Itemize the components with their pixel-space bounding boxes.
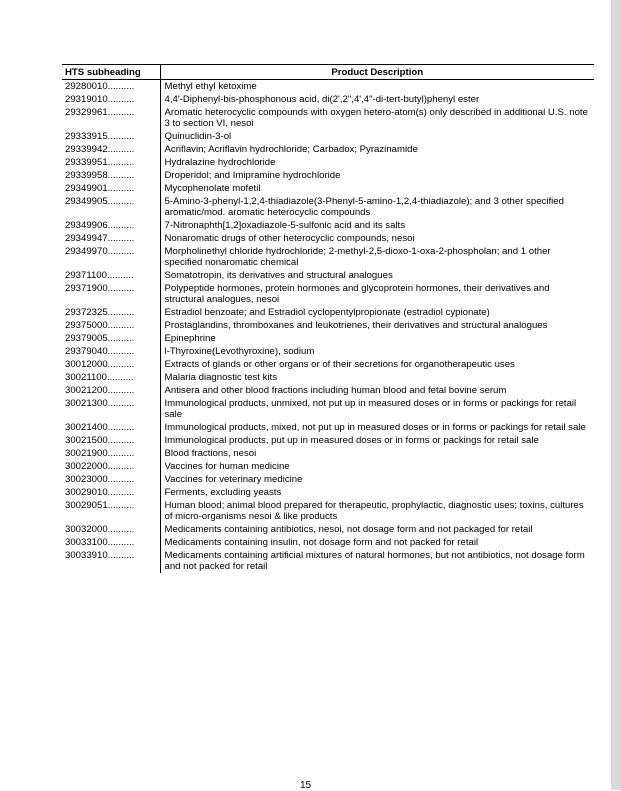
table-row [62, 143, 594, 156]
hts-code-cell: 30023000.......... [62, 473, 160, 486]
table-row [62, 421, 594, 434]
product-description-cell: 4,4'-Diphenyl-bis-phosphonous acid, di(2',2",4',4"-di-tert-butyl)phenyl ester [164, 94, 480, 105]
hts-code-cell: 29371900.......... [62, 282, 160, 306]
product-description-cell: Prostaglandins, thromboxanes and leukotrienes, their derivatives and structural analogues [164, 320, 548, 331]
page-number: 15 [299, 780, 312, 791]
table-row [62, 434, 594, 447]
product-description-cell: Medicaments containing antibiotics, nesoi, not dosage form and not packaged for retail [164, 524, 533, 535]
product-description-cell: Nonaromatic drugs of other heterocyclic compounds, nesoi [164, 233, 415, 244]
hts-code-cell: 29339951.......... [62, 156, 160, 169]
product-description-cell: 5-Amino-3-phenyl-1,2,4-thiadiazole(3-Phenyl-5-amino-1,2,4-thiadiazole); and 3 other specified aromatic/mod. aromatic heterocyclic compounds [164, 196, 564, 218]
table-row [62, 319, 594, 332]
hts-code-cell: 29339942.......... [62, 143, 160, 156]
table-row [62, 130, 594, 143]
hts-code-cell: 30033910.......... [62, 549, 160, 573]
product-description-cell: Acriflavin; Acriflavin hydrochloride; Carbadox; Pyrazinamide [164, 144, 418, 155]
product-description-cell: Ferments, excluding yeasts [164, 487, 282, 498]
hts-table [62, 64, 594, 573]
product-description-cell: Medicaments containing insulin, not dosage form and not packed for retail [164, 537, 479, 548]
table-row [62, 384, 594, 397]
hts-code-cell: 29372325.......... [62, 306, 160, 319]
hts-code-cell: 29329961.......... [62, 106, 160, 130]
table-row [62, 549, 594, 573]
header-product-description: Product Description [160, 65, 594, 80]
product-description-cell: Vaccines for human medicine [164, 461, 290, 472]
hts-code-cell: 30012000.......... [62, 358, 160, 371]
hts-code-cell: 30029010.......... [62, 486, 160, 499]
hts-code-cell: 29333915.......... [62, 130, 160, 143]
hts-code-cell: 29319010.......... [62, 93, 160, 106]
hts-code-cell: 30029051.......... [62, 499, 160, 523]
product-description-cell: 7-Nitronaphth[1,2]oxadiazole-5-sulfonic acid and its salts [164, 220, 406, 231]
table-row [62, 460, 594, 473]
product-description-cell: Vaccines for veterinary medicine [164, 474, 303, 485]
table-row [62, 447, 594, 460]
product-description-cell: Medicaments containing artificial mixtures of natural hormones, but not antibiotics, not dosage form and not packed for retail [164, 550, 585, 572]
table-row [62, 182, 594, 195]
hts-code-cell: 29349905.......... [62, 195, 160, 219]
hts-code-cell: 30033100.......... [62, 536, 160, 549]
table-row [62, 245, 594, 269]
product-description-cell: l-Thyroxine(Levothyroxine), sodium [164, 346, 315, 357]
product-description-cell: Immunological products, put up in measured doses or in forms or packings for retail sale [164, 435, 539, 446]
table-row [62, 195, 594, 219]
product-description-cell: Droperidol; and Imipramine hydrochloride [164, 170, 341, 181]
table-row [62, 332, 594, 345]
table-row [62, 80, 594, 94]
table-row [62, 499, 594, 523]
product-description-cell: Polypeptide hormones, protein hormones and glycoprotein hormones, their derivatives and structural analogues, nesoi [164, 283, 550, 305]
table-row [62, 106, 594, 130]
hts-code-cell: 29371100.......... [62, 269, 160, 282]
hts-code-cell: 29349906.......... [62, 219, 160, 232]
table-row [62, 156, 594, 169]
table-row [62, 473, 594, 486]
table-row [62, 232, 594, 245]
header-hts-subheading: HTS subheading [62, 65, 160, 80]
table-row [62, 536, 594, 549]
hts-code-cell: 30021500.......... [62, 434, 160, 447]
product-description-cell: Malaria diagnostic test kits [164, 372, 278, 383]
table-row [62, 486, 594, 499]
hts-code-cell: 30021100.......... [62, 371, 160, 384]
hts-code-cell: 29349947.......... [62, 232, 160, 245]
product-description-cell: Immunological products, unmixed, not put up in measured doses or in forms or packings for retail sale [164, 398, 577, 420]
hts-code-cell: 29349970.......... [62, 245, 160, 269]
product-description-cell: Estradiol benzoate; and Estradiol cyclopentylpropionate (estradiol cypionate) [164, 307, 490, 318]
hts-code-cell: 29349901.......... [62, 182, 160, 195]
product-description-cell: Methyl ethyl ketoxime [164, 81, 257, 92]
product-description-cell: Hydralazine hydrochloride [164, 157, 276, 168]
table-row [62, 306, 594, 319]
hts-code-cell: 29280010.......... [62, 80, 160, 94]
table-row [62, 282, 594, 306]
table-row [62, 219, 594, 232]
product-description-cell: Quinuclidin-3-ol [164, 131, 232, 142]
table-row [62, 371, 594, 384]
product-description-cell: Immunological products, mixed, not put up in measured doses or in forms or packings for retail sale [164, 422, 586, 433]
table-row [62, 169, 594, 182]
product-description-cell: Epinephrine [164, 333, 216, 344]
hts-code-cell: 30032000.......... [62, 523, 160, 536]
product-description-cell: Mycophenolate mofetil [164, 183, 261, 194]
hts-code-cell: 30021300.......... [62, 397, 160, 421]
table-header-row [62, 65, 594, 80]
table-row [62, 358, 594, 371]
hts-code-cell: 30022000.......... [62, 460, 160, 473]
product-description-cell: Human blood; animal blood prepared for therapeutic, prophylactic, diagnostic uses; toxins, cultures of micro-organisms nesoi & like products [164, 500, 584, 522]
product-description-cell: Somatotropin, its derivatives and structural analogues [164, 270, 393, 281]
table-row [62, 397, 594, 421]
product-description-cell: Antisera and other blood fractions including human blood and fetal bovine serum [164, 385, 507, 396]
hts-code-cell: 29375000.......... [62, 319, 160, 332]
hts-code-cell: 30021200.......... [62, 384, 160, 397]
table-row [62, 269, 594, 282]
table-row [62, 523, 594, 536]
table-body [62, 80, 594, 574]
hts-code-cell: 30021900.......... [62, 447, 160, 460]
product-description-cell: Extracts of glands or other organs or of their secretions for organotherapeutic uses [164, 359, 515, 370]
product-description-cell: Aromatic heterocyclic compounds with oxygen hetero-atom(s) only described in additional U.S. note 3 to section VI, nesoi [164, 107, 588, 129]
hts-code-cell: 29339958.......... [62, 169, 160, 182]
hts-code-cell: 30021400.......... [62, 421, 160, 434]
scrollbar[interactable] [611, 0, 621, 790]
table-row [62, 93, 594, 106]
hts-code-cell: 29379005.......... [62, 332, 160, 345]
table-row [62, 345, 594, 358]
product-description-cell: Blood fractions, nesoi [164, 448, 257, 459]
hts-code-cell: 29379040.......... [62, 345, 160, 358]
product-description-cell: Morpholinethyl chloride hydrochloride; 2-methyl-2,5-dioxo-1-oxa-2-phospholan; and 1 other specified nonaromatic chemical [164, 246, 551, 268]
